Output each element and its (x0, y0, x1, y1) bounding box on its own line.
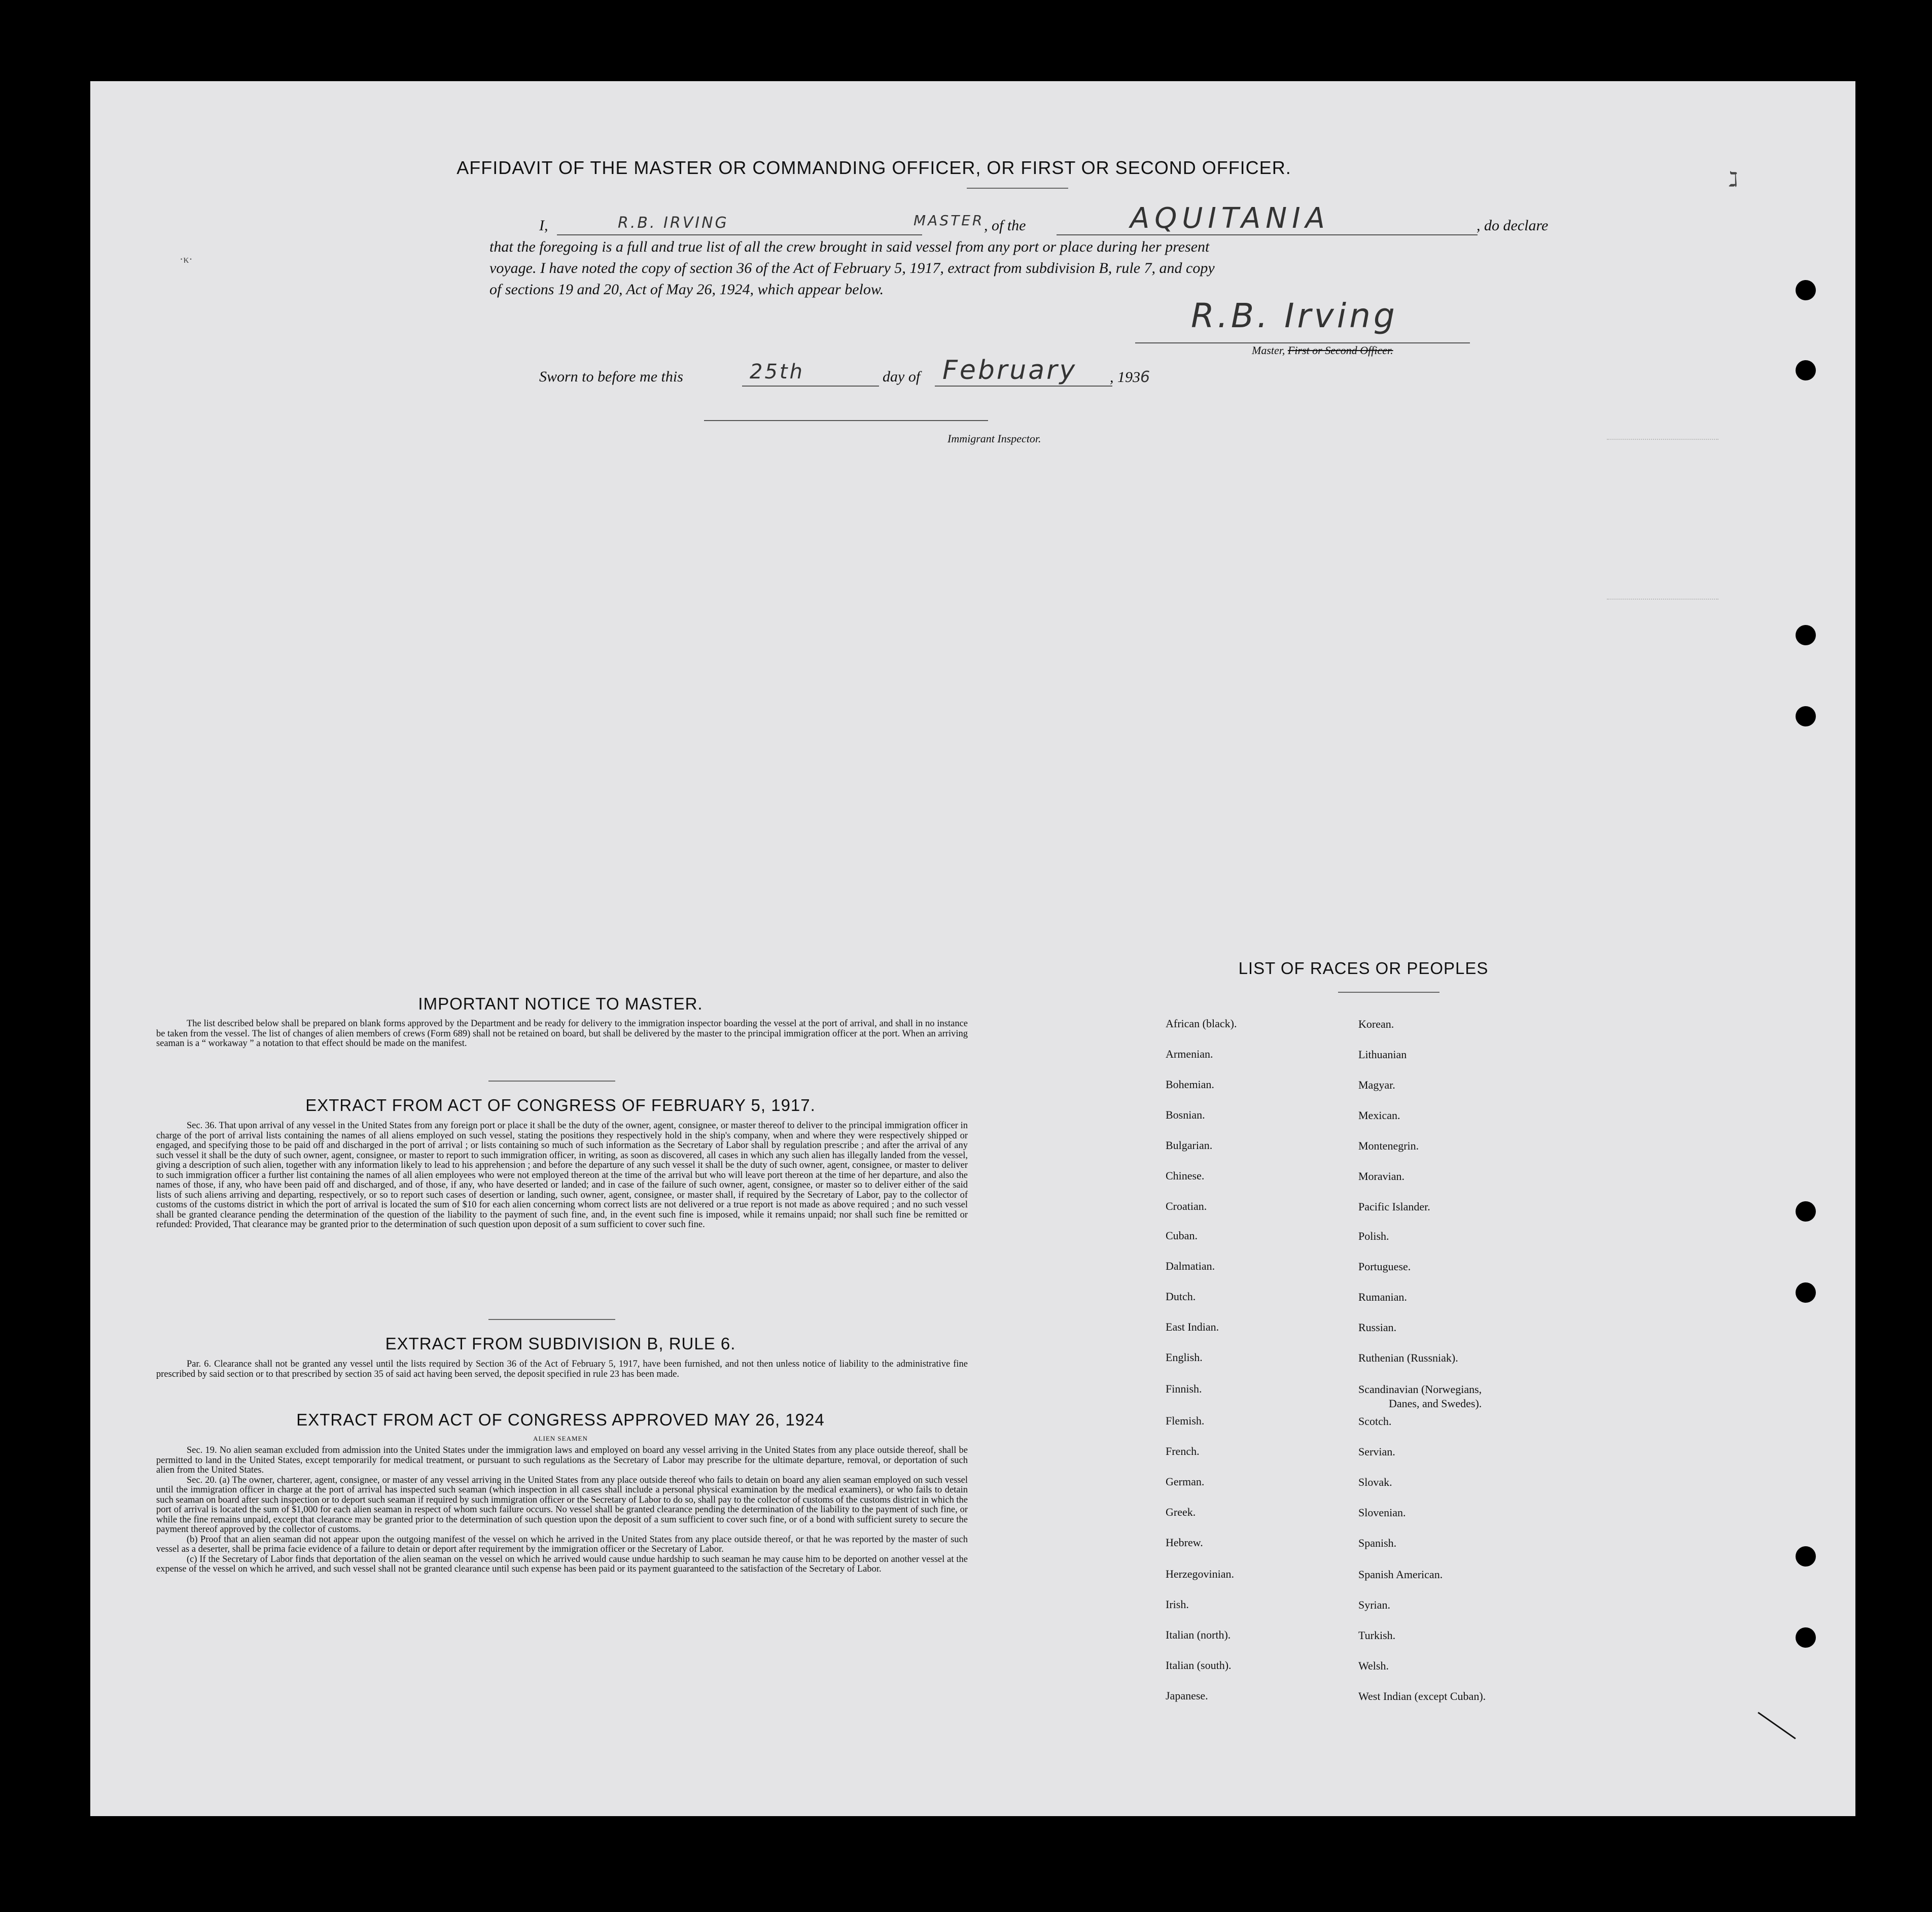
declarant-name: R.B. IRVING (618, 214, 729, 232)
extract-1924-body (156, 1446, 968, 1575)
race-item: Moravian. (1358, 1170, 1405, 1183)
extract-1924-title: EXTRACT FROM ACT OF CONGRESS APPROVED MAY 26, 1924 (296, 1410, 825, 1429)
sworn-month: February (942, 355, 1077, 386)
sworn-label: Sworn to before me this (539, 368, 683, 385)
signer-title-struck: First or Second Officer. (1287, 344, 1393, 357)
name-line (557, 234, 922, 235)
race-item-line: Danes, and Swedes). (1389, 1397, 1482, 1410)
do-declare-label: , do declare (1477, 217, 1549, 234)
race-item: Greek. (1166, 1506, 1196, 1518)
alien-seamen-subtitle: ALIEN SEAMEN (533, 1435, 588, 1442)
race-item: Korean. (1358, 1018, 1394, 1030)
race-item: Finnish. (1166, 1382, 1202, 1395)
punch-hole (1796, 1627, 1816, 1648)
sworn-day-line (742, 386, 879, 387)
race-item: Spanish. (1358, 1537, 1397, 1549)
of-the-label: , of the (984, 217, 1026, 234)
race-item: Turkish. (1358, 1629, 1396, 1642)
race-item: Pacific Islander. (1358, 1200, 1430, 1213)
notice-divider (488, 1081, 615, 1082)
declaration-line-4: of sections 19 and 20, Act of May 26, 1924, which appear below. (489, 281, 884, 298)
punch-hole (1796, 1282, 1816, 1303)
race-item: Lithuanian (1358, 1048, 1407, 1061)
affidavit-title: AFFIDAVIT OF THE MASTER OR COMMANDING OFFICER, OR FIRST OR SECOND OFFICER. (456, 157, 1291, 178)
race-item: Italian (south). (1166, 1659, 1232, 1672)
extract-1917-text: Sec. 36. That upon arrival of any vessel in the United States from any foreign port or place it shall be the duty of the owner, agent, consignee, or master thereof to deliver to the principal immigration officer in charge of the port of arrival lists containing the names of all aliens employed on such vessel, stating the positions they respectively hold in the ship's company, when and where they were respectively shipped or engaged, and specifying those to be paid off and discharged in the port of arrival ; or lists containing so much of such information as the Secretary of Labor shall by regulation prescribe ; and after the arrival of any such vessel it shall be the duty of such owner, agent, consignee, or master to report to such immigration officer, in writing, as soon as discovered, all cases in which any such alien has illegally landed from the vessel, giving a description of such alien, together with any information likely to lead to his apprehension ; and before the departure of any such vessel it shall be the duty of such owner, agent, consignee, or master to deliver to such immigration officer a further list containing the names of all alien employees who were not employed thereon at the time of the arrival but who will leave port thereon at the time of her departure, and also the names of those, if any, who have been paid off and discharged, and of those, if any, who have deserted or landed; and in case of the failure of such owner, agent, consignee, or master so to deliver either of the said lists of such aliens arriving and departing, respectively, or so to report such cases of desertion or landing, such owner, agent, consignee, or master shall, if required by the Secretary of Labor, pay to the collector of customs of the customs district in which the port of arrival is located the sum of $10 for each alien concerning whom correct lists are not delivered or a true report is not made as above required ; and no such vessel shall be granted clearance pending the determination of the question of the liability to the payment of such fine, and, in the event such fine is imposed, while it remains unpaid; nor shall such fine be remitted or refunded: Provided, That clearance may be granted prior to the determination of such question upon deposit of a sum sufficient to cover such fine. (156, 1121, 968, 1230)
punch-hole (1796, 1201, 1816, 1222)
races-title: LIST OF RACES OR PEOPLES (1238, 959, 1489, 978)
race-item: Russian. (1358, 1321, 1397, 1334)
race-item: Irish. (1166, 1598, 1189, 1611)
race-item: English. (1166, 1351, 1203, 1364)
punch-hole (1796, 706, 1816, 726)
race-item: Slovenian. (1358, 1506, 1406, 1519)
sec19-text: Sec. 19. No alien seaman excluded from admission into the United States under the immigration laws and employed on board any vessel arriving in the United States from any place outside thereof, shall be permitted to land in the United States, except temporarily for medical treatment, or pursuant to such regulations as the Secretary of Labor may prescribe for the ultimate departure, removal, or deportation of such alien from the United States. (156, 1445, 968, 1475)
signer-title (1252, 344, 1393, 357)
races-divider (1338, 992, 1439, 993)
rule6-text: Par. 6. Clearance shall not be granted any vessel until the lists required by Section 36 of the Act of February 5, 1917, have been furnished, and not then unless notice of liability to the administrative fine prescribed by said section or to that prescribed by section 35 of said act having been served, the deposit specified in rule 23 has been made. (156, 1359, 968, 1379)
race-item: African (black). (1166, 1017, 1237, 1030)
inspector-line (704, 420, 988, 421)
sec20a-text: Sec. 20. (a) The owner, charterer, agent, consignee, or master of any vessel arriving in the United States from any place outside thereof who fails to detain on board any alien seaman employed on such vessel until the immigration officer in charge at the port of arrival has inspected such seaman (which inspection in all cases shall include a personal physical examination by the medical examiners), or who fails to detain such seaman on board after such inspection or to deport such seaman if required by such immigration officer or the Secretary of Labor to do so, shall pay to the collector of customs of the customs district in which the port of arrival is located the sum of $1,000 for each alien seaman in respect of whom such failure occurs. No vessel shall be granted clearance pending the determination of the liability to the payment of such fine, or while the fine remains unpaid, except that clearance may be granted prior to the determination of such question upon the deposit of a sum sufficient to cover such fine, or of a bond with sufficient surety to secure the payment thereof approved by the collector of customs. (156, 1475, 968, 1535)
year-suffix: 6 (1140, 368, 1150, 386)
rule6-title: EXTRACT FROM SUBDIVISION B, RULE 6. (385, 1334, 736, 1353)
race-item-line: Scandinavian (Norwegians, (1358, 1383, 1482, 1396)
race-item: Bohemian. (1166, 1078, 1214, 1091)
race-item: Hebrew. (1166, 1536, 1203, 1549)
sworn-day: 25th (750, 360, 804, 384)
stray-mark: ·κ· (180, 253, 193, 265)
master-signature: R.B. Irving (1191, 296, 1398, 335)
punch-hole (1796, 280, 1816, 300)
race-item: Rumanian. (1358, 1291, 1407, 1303)
race-item: Italian (north). (1166, 1628, 1231, 1641)
race-item: Montenegrin. (1358, 1139, 1419, 1152)
inspector-label: Immigrant Inspector. (947, 432, 1041, 445)
declaration-line-3: voyage. I have noted the copy of section 36 of the Act of February 5, 1917, extract from subdivision B, rule 7, and copy (489, 260, 1215, 276)
race-item: German. (1166, 1475, 1205, 1488)
year-prefix: , 193 (1110, 369, 1140, 386)
race-item: Portuguese. (1358, 1260, 1411, 1273)
signer-title-master: Master, (1252, 344, 1285, 357)
day-of-label: day of (883, 368, 921, 385)
sec20b-text: (b) Proof that an alien seaman did not appear upon the outgoing manifest of the vessel on which he arrived in the United States from any place outside thereof, or that he was reported by the master of such vessel as a deserter, shall be prima facie evidence of a failure to detain or deport after requirement by the immigration officer or the Secretary of Labor. (156, 1534, 968, 1554)
race-item: French. (1166, 1445, 1200, 1457)
vessel-name: AQUITANIA (1130, 202, 1330, 235)
declaration-line-2: that the foregoing is a full and true list of all the crew brought in said vessel from any port or place during her present (489, 238, 1210, 255)
race-item: Polish. (1358, 1230, 1389, 1242)
race-item: Welsh. (1358, 1659, 1389, 1672)
race-item: Herzegovinian. (1166, 1568, 1234, 1580)
bleed-line (1607, 599, 1718, 600)
punch-hole (1796, 360, 1816, 380)
race-item: Japanese. (1166, 1689, 1208, 1702)
sworn-month-line (935, 386, 1112, 387)
race-item: Croatian. (1166, 1200, 1207, 1212)
race-item: Scotch. (1358, 1415, 1392, 1428)
corner-mark: ℷ (1729, 168, 1738, 191)
race-item: Slovak. (1358, 1476, 1392, 1488)
race-item: Bulgarian. (1166, 1139, 1213, 1152)
sworn-year (1110, 368, 1150, 386)
signature-line (1135, 342, 1470, 343)
race-item: Spanish American. (1358, 1568, 1443, 1581)
race-item: Cuban. (1166, 1229, 1198, 1242)
race-item: Bosnian. (1166, 1108, 1205, 1121)
title-divider (967, 188, 1068, 189)
race-item: Flemish. (1166, 1414, 1205, 1427)
bleed-line (1607, 439, 1718, 440)
race-item: Dalmatian. (1166, 1260, 1215, 1272)
extract-1917-title: EXTRACT FROM ACT OF CONGRESS OF FEBRUARY 5, 1917. (305, 1096, 816, 1115)
race-item: Armenian. (1166, 1048, 1213, 1060)
punch-hole (1796, 1546, 1816, 1567)
race-item: Chinese. (1166, 1169, 1205, 1182)
race-item: Dutch. (1166, 1290, 1196, 1303)
race-item: Magyar. (1358, 1079, 1395, 1091)
declarant-rank: MASTER (914, 212, 985, 229)
race-item: West Indian (except Cuban). (1358, 1690, 1486, 1702)
race-item: Ruthenian (Russniak). (1358, 1351, 1458, 1364)
extract-1917-divider (488, 1319, 615, 1320)
sec20c-text: (c) If the Secretary of Labor finds that deportation of the alien seaman on the vessel on which he arrived would cause undue hardship to such seaman he may cause him to be deported on another vessel at the expense of the vessel on which he arrived, and such vessel shall not be granted clearance until such expense has been paid or its payment guaranteed to the satisfaction of the Secretary of Labor. (156, 1554, 968, 1574)
punch-hole (1796, 625, 1816, 645)
race-item: Mexican. (1358, 1109, 1400, 1122)
notice-title: IMPORTANT NOTICE TO MASTER. (418, 994, 703, 1013)
race-item: East Indian. (1166, 1320, 1219, 1333)
race-item: Syrian. (1358, 1598, 1390, 1611)
corner-tick (1758, 1712, 1796, 1739)
declarant-label: I, (539, 217, 548, 234)
document-page (90, 81, 1855, 1816)
race-item (1358, 1382, 1482, 1411)
notice-text: The list described below shall be prepared on blank forms approved by the Department and be ready for delivery to the immigration inspector boarding the vessel at the port of arrival, and shall in no instance be taken from the vessel. The list of changes of alien members of crews (Form 689) shall not be retained on board, but shall be delivered by the master to the principal immigration officer at the port. When an arriving seaman is a “ workaway ” a notation to that effect should be made on the manifest. (156, 1019, 968, 1049)
race-item: Servian. (1358, 1445, 1395, 1458)
